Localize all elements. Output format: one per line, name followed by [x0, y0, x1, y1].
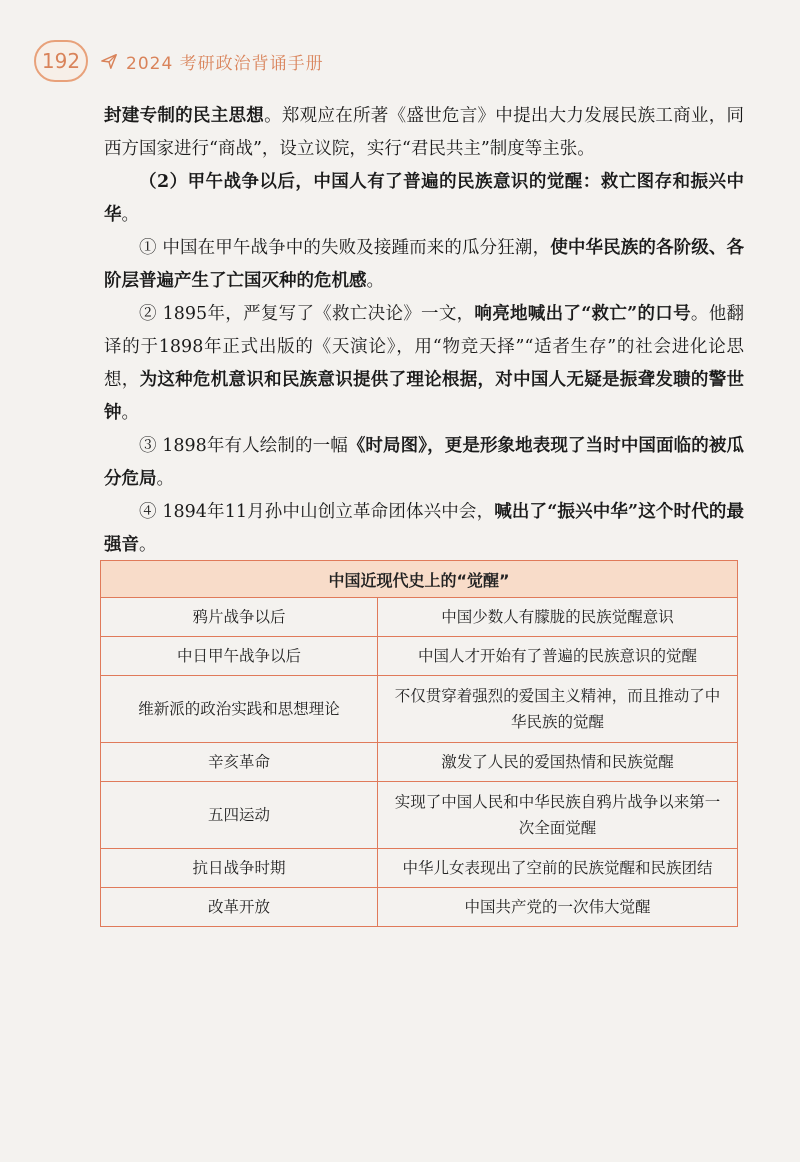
description-cell: 激发了人民的爱国热情和民族觉醒 [378, 743, 738, 782]
text: 。 [366, 271, 384, 291]
bold-text: （2）甲午战争以后，中国人有了普遍的民族意识的觉醒：救亡图存和振兴中华 [104, 172, 744, 225]
description-cell: 中国共产党的一次伟大觉醒 [378, 888, 738, 927]
paragraph-6 [104, 496, 744, 562]
text: 。郑观应在所著《盛世危言》中提出大力发展民族工商业，同西方国家进行“商战”，设立议院，实行“君民共主”制度等主张。 [104, 106, 745, 159]
text: ② 1895年，严复写了《救亡决论》一文， [139, 304, 475, 324]
table-row [101, 888, 738, 927]
text: 。 [121, 403, 139, 423]
paragraph-4 [104, 298, 744, 430]
text: 。 [139, 535, 157, 555]
period-cell: 中日甲午战争以后 [101, 637, 378, 676]
period-cell: 维新派的政治实践和思想理论 [101, 676, 378, 743]
paragraph-1 [104, 100, 744, 166]
bold-text: 为这种危机意识和民族意识提供了理论根据，对中国人无疑是振聋发聩的警世钟 [104, 370, 745, 423]
description-cell: 中国人才开始有了普遍的民族意识的觉醒 [378, 637, 738, 676]
bold-text: 使中华民族的各阶级、各阶层普遍产生了亡国灭种的危机感 [104, 238, 745, 291]
bold-text: 《时局图》，更是形象地表现了当时中国面临的被瓜分危局 [104, 436, 744, 489]
text: 。 [156, 469, 174, 489]
bold-text: 封建专制的民主思想 [104, 106, 265, 126]
awakening-table [100, 560, 738, 927]
bold-text: 喊出了“振兴中华”这个时代的最强音 [104, 502, 744, 555]
description-cell: 实现了中国人民和中华民族自鸦片战争以来第一次全面觉醒 [378, 782, 738, 849]
paragraph-5 [104, 430, 744, 496]
table-title: 中国近现代史上的“觉醒” [101, 561, 738, 598]
period-cell: 辛亥革命 [101, 743, 378, 782]
table-row [101, 849, 738, 888]
text: ① 中国在甲午战争中的失败及接踵而来的瓜分狂潮， [139, 238, 551, 258]
description-cell: 中国少数人有朦胧的民族觉醒意识 [378, 598, 738, 637]
page-header [34, 40, 324, 82]
period-cell: 抗日战争时期 [101, 849, 378, 888]
period-cell: 改革开放 [101, 888, 378, 927]
text: ④ 1894年11月孙中山创立革命团体兴中会， [139, 502, 495, 522]
body-text [104, 100, 744, 562]
text: 。他翻译的于1898年正式出版的《天演论》，用“物竞天择”“适者生存”的社会进化论思想， [104, 304, 744, 390]
paper-plane-icon [100, 52, 118, 70]
text: 。 [121, 205, 139, 225]
table-row [101, 782, 738, 849]
table-row [101, 598, 738, 637]
paragraph-3 [104, 232, 744, 298]
table-row [101, 743, 738, 782]
table-row [101, 637, 738, 676]
paragraph-2 [104, 166, 744, 232]
period-cell: 鸦片战争以后 [101, 598, 378, 637]
period-cell: 五四运动 [101, 782, 378, 849]
book-title: 2024 考研政治背诵手册 [126, 53, 324, 74]
table-row [101, 676, 738, 743]
text: ③ 1898年有人绘制的一幅 [139, 436, 348, 456]
bold-text: 响亮地喊出了“救亡”的口号 [474, 304, 691, 324]
page-number: 192 [34, 40, 88, 82]
description-cell: 不仅贯穿着强烈的爱国主义精神，而且推动了中华民族的觉醒 [378, 676, 738, 743]
description-cell: 中华儿女表现出了空前的民族觉醒和民族团结 [378, 849, 738, 888]
